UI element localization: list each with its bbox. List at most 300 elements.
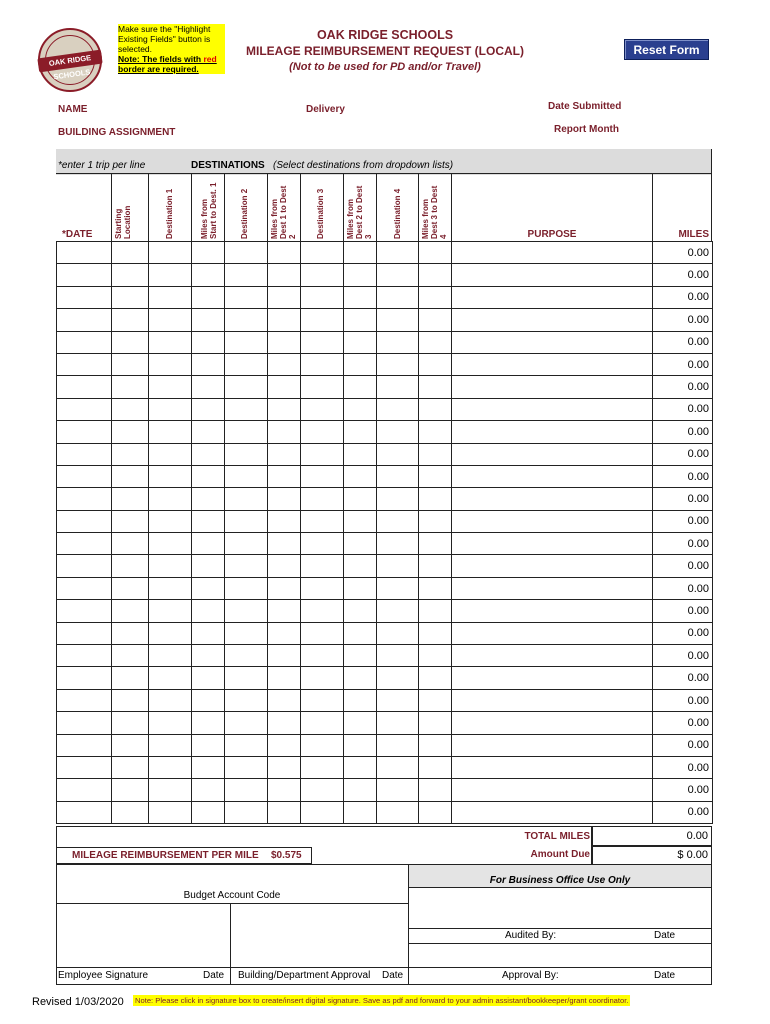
row-input-cell[interactable] — [225, 600, 268, 622]
row-input-cell[interactable] — [419, 242, 452, 264]
row-input-cell[interactable] — [419, 622, 452, 644]
row-input-cell[interactable] — [268, 600, 301, 622]
row-input-cell[interactable] — [419, 555, 452, 577]
row-input-cell[interactable] — [112, 689, 149, 711]
name-field[interactable] — [92, 100, 292, 116]
row-input-cell[interactable] — [57, 309, 112, 331]
row-input-cell[interactable] — [301, 734, 344, 756]
row-input-cell[interactable] — [225, 734, 268, 756]
row-input-cell[interactable] — [377, 286, 419, 308]
row-input-cell[interactable] — [377, 242, 419, 264]
row-input-cell[interactable] — [301, 264, 344, 286]
reset-form-button[interactable]: Reset Form — [624, 39, 709, 60]
row-input-cell[interactable] — [112, 353, 149, 375]
row-input-cell[interactable] — [268, 376, 301, 398]
row-input-cell[interactable] — [452, 510, 653, 532]
row-input-cell[interactable] — [149, 756, 192, 778]
row-input-cell[interactable] — [344, 510, 377, 532]
row-input-cell[interactable] — [268, 465, 301, 487]
row-input-cell[interactable] — [192, 689, 225, 711]
row-input-cell[interactable] — [419, 533, 452, 555]
row-input-cell[interactable] — [57, 756, 112, 778]
row-input-cell[interactable] — [344, 600, 377, 622]
row-input-cell[interactable] — [268, 331, 301, 353]
row-input-cell[interactable] — [452, 398, 653, 420]
row-input-cell[interactable] — [225, 779, 268, 801]
row-input-cell[interactable] — [192, 734, 225, 756]
row-input-cell[interactable] — [225, 465, 268, 487]
row-input-cell[interactable] — [377, 779, 419, 801]
row-input-cell[interactable] — [225, 376, 268, 398]
row-input-cell[interactable] — [301, 286, 344, 308]
row-input-cell[interactable] — [112, 376, 149, 398]
row-input-cell[interactable] — [419, 286, 452, 308]
row-input-cell[interactable] — [57, 712, 112, 734]
row-input-cell[interactable] — [57, 622, 112, 644]
header-col-rule — [267, 173, 268, 241]
row-input-cell[interactable] — [57, 443, 112, 465]
row-input-cell[interactable] — [225, 689, 268, 711]
row-input-cell[interactable] — [112, 309, 149, 331]
row-input-cell[interactable] — [57, 645, 112, 667]
row-input-cell[interactable] — [377, 353, 419, 375]
row-input-cell[interactable] — [268, 242, 301, 264]
row-input-cell[interactable] — [344, 801, 377, 823]
row-input-cell[interactable] — [419, 421, 452, 443]
row-input-cell[interactable] — [452, 421, 653, 443]
row-input-cell[interactable] — [268, 488, 301, 510]
row-input-cell[interactable] — [344, 353, 377, 375]
row-input-cell[interactable] — [301, 309, 344, 331]
row-input-cell[interactable] — [452, 286, 653, 308]
row-input-cell[interactable] — [225, 533, 268, 555]
row-input-cell[interactable] — [344, 421, 377, 443]
row-input-cell[interactable] — [419, 645, 452, 667]
row-input-cell[interactable] — [268, 645, 301, 667]
row-input-cell[interactable] — [225, 443, 268, 465]
row-input-cell[interactable] — [344, 533, 377, 555]
row-input-cell[interactable] — [225, 286, 268, 308]
row-input-cell[interactable] — [192, 510, 225, 532]
row-input-cell[interactable] — [301, 555, 344, 577]
row-input-cell[interactable] — [268, 398, 301, 420]
row-input-cell[interactable] — [268, 734, 301, 756]
row-input-cell[interactable] — [344, 286, 377, 308]
row-input-cell[interactable] — [112, 421, 149, 443]
row-input-cell[interactable] — [344, 712, 377, 734]
row-input-cell[interactable] — [112, 510, 149, 532]
row-input-cell[interactable] — [452, 353, 653, 375]
delivery-value[interactable]: Delivery — [306, 104, 345, 115]
approval-signature-box[interactable] — [231, 904, 407, 966]
row-input-cell[interactable] — [112, 398, 149, 420]
row-input-cell[interactable] — [112, 756, 149, 778]
row-input-cell[interactable] — [452, 264, 653, 286]
row-input-cell[interactable] — [112, 242, 149, 264]
row-input-cell[interactable] — [112, 734, 149, 756]
row-input-cell[interactable] — [419, 689, 452, 711]
row-input-cell[interactable] — [149, 510, 192, 532]
row-input-cell[interactable] — [149, 577, 192, 599]
row-input-cell[interactable] — [377, 264, 419, 286]
row-input-cell[interactable] — [301, 353, 344, 375]
row-input-cell[interactable] — [57, 510, 112, 532]
row-input-cell[interactable] — [112, 488, 149, 510]
row-input-cell[interactable] — [377, 577, 419, 599]
row-input-cell[interactable] — [225, 331, 268, 353]
row-input-cell[interactable] — [192, 488, 225, 510]
row-input-cell[interactable] — [377, 309, 419, 331]
row-input-cell[interactable] — [57, 779, 112, 801]
row-input-cell[interactable] — [301, 331, 344, 353]
row-input-cell[interactable] — [301, 242, 344, 264]
row-input-cell[interactable] — [268, 510, 301, 532]
row-input-cell[interactable] — [344, 756, 377, 778]
row-input-cell[interactable] — [344, 555, 377, 577]
row-input-cell[interactable] — [149, 443, 192, 465]
row-miles-total: 0.00 — [653, 712, 713, 734]
row-input-cell[interactable] — [192, 667, 225, 689]
row-input-cell[interactable] — [268, 421, 301, 443]
row-input-cell[interactable] — [452, 488, 653, 510]
row-input-cell[interactable] — [452, 667, 653, 689]
row-input-cell[interactable] — [419, 443, 452, 465]
row-input-cell[interactable] — [57, 801, 112, 823]
row-input-cell[interactable] — [268, 756, 301, 778]
row-input-cell[interactable] — [452, 779, 653, 801]
row-input-cell[interactable] — [268, 443, 301, 465]
row-input-cell[interactable] — [192, 376, 225, 398]
row-input-cell[interactable] — [344, 622, 377, 644]
row-input-cell[interactable] — [268, 264, 301, 286]
row-input-cell[interactable] — [149, 421, 192, 443]
row-input-cell[interactable] — [377, 376, 419, 398]
row-input-cell[interactable] — [112, 667, 149, 689]
row-miles-total: 0.00 — [653, 689, 713, 711]
row-input-cell[interactable] — [192, 622, 225, 644]
row-input-cell[interactable] — [452, 309, 653, 331]
row-input-cell[interactable] — [377, 600, 419, 622]
row-input-cell[interactable] — [301, 600, 344, 622]
row-input-cell[interactable] — [192, 309, 225, 331]
header-top-rule — [56, 173, 712, 174]
row-input-cell[interactable] — [419, 331, 452, 353]
row-input-cell[interactable] — [149, 264, 192, 286]
row-input-cell[interactable] — [377, 398, 419, 420]
row-input-cell[interactable] — [377, 689, 419, 711]
row-input-cell[interactable] — [377, 533, 419, 555]
row-input-cell[interactable] — [225, 622, 268, 644]
row-input-cell[interactable] — [419, 577, 452, 599]
row-input-cell[interactable] — [57, 533, 112, 555]
row-input-cell[interactable] — [344, 443, 377, 465]
row-input-cell[interactable] — [419, 734, 452, 756]
row-input-cell[interactable] — [149, 533, 192, 555]
row-input-cell[interactable] — [112, 443, 149, 465]
row-input-cell[interactable] — [452, 756, 653, 778]
row-input-cell[interactable] — [57, 376, 112, 398]
row-input-cell[interactable] — [419, 488, 452, 510]
row-input-cell[interactable] — [344, 734, 377, 756]
row-input-cell[interactable] — [192, 801, 225, 823]
row-input-cell[interactable] — [225, 242, 268, 264]
row-input-cell[interactable] — [149, 465, 192, 487]
row-input-cell[interactable] — [192, 331, 225, 353]
row-input-cell[interactable] — [301, 510, 344, 532]
row-input-cell[interactable] — [301, 622, 344, 644]
row-input-cell[interactable] — [225, 353, 268, 375]
row-input-cell[interactable] — [419, 264, 452, 286]
row-input-cell[interactable] — [301, 779, 344, 801]
row-input-cell[interactable] — [192, 645, 225, 667]
row-input-cell[interactable] — [419, 667, 452, 689]
row-input-cell[interactable] — [419, 600, 452, 622]
row-input-cell[interactable] — [57, 689, 112, 711]
row-input-cell[interactable] — [57, 555, 112, 577]
row-input-cell[interactable] — [112, 622, 149, 644]
row-input-cell[interactable] — [192, 443, 225, 465]
row-input-cell[interactable] — [192, 756, 225, 778]
row-input-cell[interactable] — [452, 242, 653, 264]
row-input-cell[interactable] — [377, 443, 419, 465]
row-input-cell[interactable] — [377, 510, 419, 532]
row-input-cell[interactable] — [344, 331, 377, 353]
row-input-cell[interactable] — [149, 622, 192, 644]
row-input-cell[interactable] — [301, 645, 344, 667]
row-input-cell[interactable] — [149, 689, 192, 711]
row-input-cell[interactable] — [377, 488, 419, 510]
row-input-cell[interactable] — [225, 264, 268, 286]
row-input-cell[interactable] — [112, 555, 149, 577]
row-input-cell[interactable] — [377, 421, 419, 443]
row-input-cell[interactable] — [225, 421, 268, 443]
row-input-cell[interactable] — [268, 667, 301, 689]
row-input-cell[interactable] — [377, 555, 419, 577]
row-input-cell[interactable] — [112, 465, 149, 487]
row-input-cell[interactable] — [344, 645, 377, 667]
row-input-cell[interactable] — [57, 398, 112, 420]
row-input-cell[interactable] — [192, 712, 225, 734]
row-input-cell[interactable] — [192, 555, 225, 577]
row-input-cell[interactable] — [57, 577, 112, 599]
row-input-cell[interactable] — [192, 779, 225, 801]
row-input-cell[interactable] — [225, 712, 268, 734]
row-input-cell[interactable] — [149, 600, 192, 622]
miles-to-dest-3-header — [346, 176, 373, 239]
row-input-cell[interactable] — [149, 555, 192, 577]
row-input-cell[interactable] — [344, 242, 377, 264]
row-input-cell[interactable] — [149, 398, 192, 420]
row-input-cell[interactable] — [419, 712, 452, 734]
row-input-cell[interactable] — [344, 465, 377, 487]
row-input-cell[interactable] — [149, 645, 192, 667]
table-row — [57, 756, 713, 778]
row-input-cell[interactable] — [301, 533, 344, 555]
row-input-cell[interactable] — [57, 667, 112, 689]
row-input-cell[interactable] — [344, 309, 377, 331]
row-input-cell[interactable] — [268, 533, 301, 555]
row-input-cell[interactable] — [225, 756, 268, 778]
row-input-cell[interactable] — [225, 510, 268, 532]
row-input-cell[interactable] — [149, 667, 192, 689]
row-input-cell[interactable] — [192, 398, 225, 420]
row-input-cell[interactable] — [344, 264, 377, 286]
row-input-cell[interactable] — [268, 353, 301, 375]
row-input-cell[interactable] — [57, 242, 112, 264]
row-input-cell[interactable] — [57, 353, 112, 375]
row-input-cell[interactable] — [377, 756, 419, 778]
row-input-cell[interactable] — [419, 353, 452, 375]
row-input-cell[interactable] — [268, 577, 301, 599]
row-input-cell[interactable] — [57, 286, 112, 308]
row-input-cell[interactable] — [112, 801, 149, 823]
row-input-cell[interactable] — [112, 286, 149, 308]
row-input-cell[interactable] — [149, 309, 192, 331]
row-input-cell[interactable] — [268, 309, 301, 331]
row-input-cell[interactable] — [225, 488, 268, 510]
row-input-cell[interactable] — [419, 465, 452, 487]
row-input-cell[interactable] — [225, 577, 268, 599]
row-input-cell[interactable] — [268, 801, 301, 823]
row-input-cell[interactable] — [192, 264, 225, 286]
row-input-cell[interactable] — [452, 577, 653, 599]
row-input-cell[interactable] — [419, 510, 452, 532]
row-input-cell[interactable] — [112, 779, 149, 801]
row-input-cell[interactable] — [452, 600, 653, 622]
row-input-cell[interactable] — [419, 309, 452, 331]
row-input-cell[interactable] — [149, 331, 192, 353]
row-input-cell[interactable] — [192, 600, 225, 622]
row-input-cell[interactable] — [192, 286, 225, 308]
row-input-cell[interactable] — [301, 667, 344, 689]
row-input-cell[interactable] — [377, 645, 419, 667]
row-input-cell[interactable] — [112, 645, 149, 667]
row-input-cell[interactable] — [344, 779, 377, 801]
row-input-cell[interactable] — [419, 376, 452, 398]
row-input-cell[interactable] — [57, 264, 112, 286]
destinations-hint: (Select destinations from dropdown lists) — [273, 160, 454, 171]
row-input-cell[interactable] — [149, 712, 192, 734]
row-input-cell[interactable] — [112, 264, 149, 286]
row-input-cell[interactable] — [419, 779, 452, 801]
row-input-cell[interactable] — [344, 667, 377, 689]
row-input-cell[interactable] — [57, 465, 112, 487]
row-input-cell[interactable] — [192, 533, 225, 555]
row-input-cell[interactable] — [112, 712, 149, 734]
row-input-cell[interactable] — [301, 712, 344, 734]
row-input-cell[interactable] — [57, 734, 112, 756]
row-input-cell[interactable] — [301, 801, 344, 823]
row-input-cell[interactable] — [57, 600, 112, 622]
row-input-cell[interactable] — [344, 488, 377, 510]
row-input-cell[interactable] — [452, 734, 653, 756]
row-input-cell[interactable] — [377, 667, 419, 689]
row-input-cell[interactable] — [301, 577, 344, 599]
row-input-cell[interactable] — [344, 577, 377, 599]
row-input-cell[interactable] — [377, 801, 419, 823]
row-input-cell[interactable] — [192, 465, 225, 487]
row-input-cell[interactable] — [377, 622, 419, 644]
row-input-cell[interactable] — [419, 801, 452, 823]
row-input-cell[interactable] — [225, 398, 268, 420]
row-input-cell[interactable] — [452, 622, 653, 644]
row-input-cell[interactable] — [301, 398, 344, 420]
row-input-cell[interactable] — [377, 465, 419, 487]
row-input-cell[interactable] — [192, 577, 225, 599]
row-input-cell[interactable] — [225, 801, 268, 823]
budget-code-field[interactable] — [57, 889, 407, 903]
row-input-cell[interactable] — [377, 331, 419, 353]
row-input-cell[interactable] — [225, 309, 268, 331]
row-input-cell[interactable] — [268, 779, 301, 801]
row-input-cell[interactable] — [452, 645, 653, 667]
row-input-cell[interactable] — [301, 488, 344, 510]
row-input-cell[interactable] — [149, 376, 192, 398]
row-input-cell[interactable] — [301, 756, 344, 778]
row-input-cell[interactable] — [149, 779, 192, 801]
row-input-cell[interactable] — [419, 756, 452, 778]
row-input-cell[interactable] — [268, 555, 301, 577]
row-input-cell[interactable] — [192, 421, 225, 443]
row-input-cell[interactable] — [452, 376, 653, 398]
row-input-cell[interactable] — [57, 488, 112, 510]
row-input-cell[interactable] — [112, 600, 149, 622]
row-input-cell[interactable] — [452, 331, 653, 353]
row-input-cell[interactable] — [268, 286, 301, 308]
row-input-cell[interactable] — [301, 689, 344, 711]
row-input-cell[interactable] — [149, 242, 192, 264]
row-input-cell[interactable] — [301, 421, 344, 443]
row-input-cell[interactable] — [301, 376, 344, 398]
row-input-cell[interactable] — [452, 801, 653, 823]
row-input-cell[interactable] — [377, 712, 419, 734]
row-input-cell[interactable] — [452, 443, 653, 465]
row-input-cell[interactable] — [112, 331, 149, 353]
row-input-cell[interactable] — [225, 667, 268, 689]
row-input-cell[interactable] — [268, 622, 301, 644]
row-input-cell[interactable] — [192, 242, 225, 264]
row-input-cell[interactable] — [452, 533, 653, 555]
row-input-cell[interactable] — [452, 689, 653, 711]
row-input-cell[interactable] — [268, 689, 301, 711]
row-input-cell[interactable] — [419, 398, 452, 420]
row-input-cell[interactable] — [192, 353, 225, 375]
row-input-cell[interactable] — [149, 734, 192, 756]
row-input-cell[interactable] — [149, 286, 192, 308]
row-input-cell[interactable] — [452, 465, 653, 487]
building-assignment-field[interactable] — [182, 123, 482, 139]
row-input-cell[interactable] — [149, 353, 192, 375]
row-input-cell[interactable] — [112, 577, 149, 599]
row-input-cell[interactable] — [344, 398, 377, 420]
row-input-cell[interactable] — [452, 555, 653, 577]
row-input-cell[interactable] — [225, 555, 268, 577]
row-input-cell[interactable] — [452, 712, 653, 734]
row-input-cell[interactable] — [149, 801, 192, 823]
row-input-cell[interactable] — [344, 689, 377, 711]
row-input-cell[interactable] — [301, 443, 344, 465]
row-input-cell[interactable] — [301, 465, 344, 487]
row-input-cell[interactable] — [344, 376, 377, 398]
row-input-cell[interactable] — [377, 734, 419, 756]
row-input-cell[interactable] — [57, 421, 112, 443]
employee-signature-box[interactable] — [57, 904, 229, 966]
row-input-cell[interactable] — [268, 712, 301, 734]
row-input-cell[interactable] — [149, 488, 192, 510]
row-input-cell[interactable] — [112, 533, 149, 555]
row-input-cell[interactable] — [57, 331, 112, 353]
row-input-cell[interactable] — [225, 645, 268, 667]
